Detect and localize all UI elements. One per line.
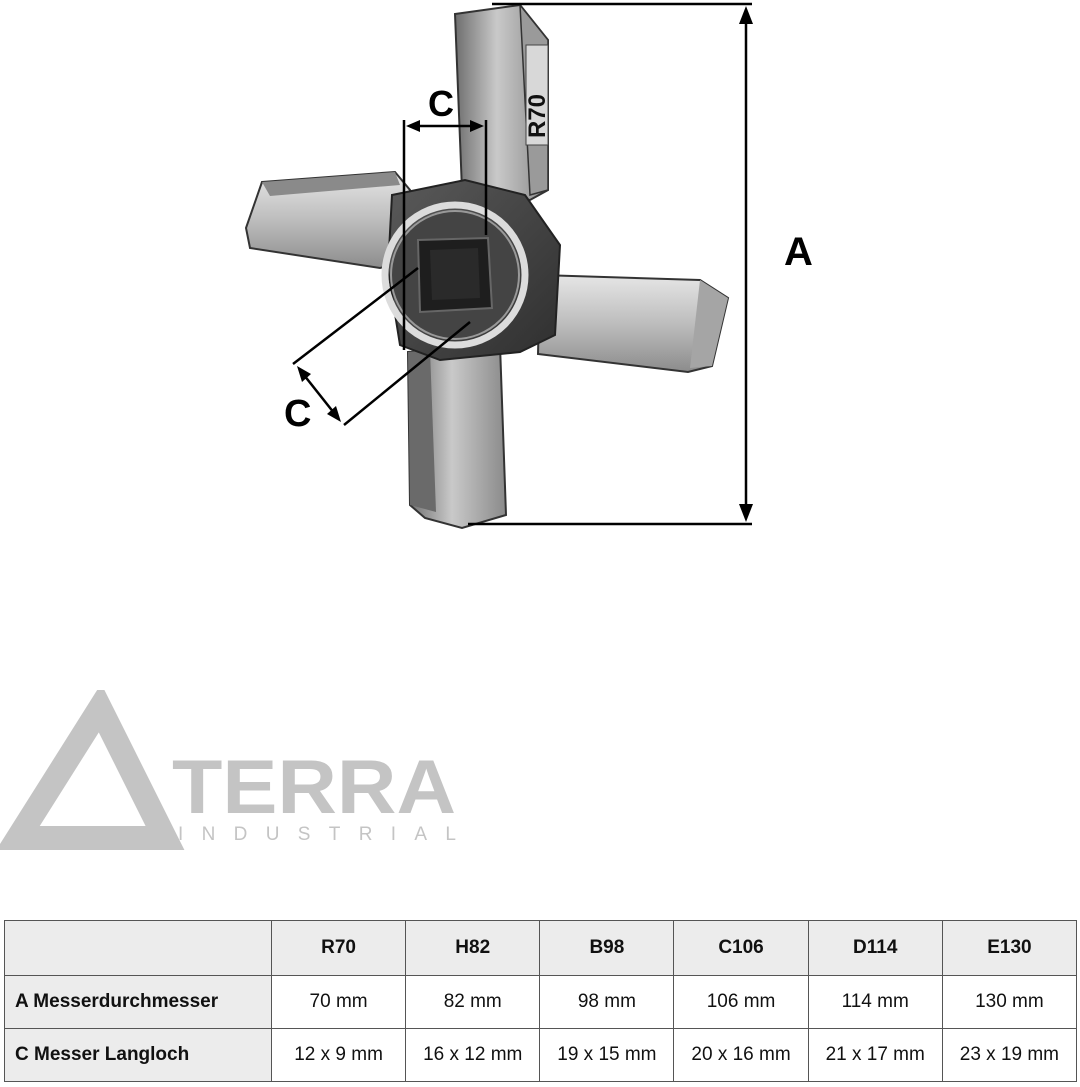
column-header: C106 (674, 921, 808, 976)
table-cell: 130 mm (942, 976, 1076, 1029)
dimension-label-c-top: C (428, 83, 454, 124)
table-row (5, 1029, 1077, 1082)
logo-brand: TERRA (172, 745, 456, 830)
table-cell: 98 mm (540, 976, 674, 1029)
table-cell: 21 x 17 mm (808, 1029, 942, 1082)
table-cell: 23 x 19 mm (942, 1029, 1076, 1082)
row-label: A Messerdurchmesser (5, 976, 272, 1029)
column-header: R70 (272, 921, 406, 976)
table-cell: 19 x 15 mm (540, 1029, 674, 1082)
terra-industrial-logo (0, 690, 520, 860)
table-row (5, 976, 1077, 1029)
spec-table (4, 920, 1077, 1082)
table-cell: 114 mm (808, 976, 942, 1029)
table-cell: 82 mm (406, 976, 540, 1029)
table-cell: 12 x 9 mm (272, 1029, 406, 1082)
knife-hub (385, 180, 560, 360)
knife-image (246, 5, 728, 528)
table-cell: 16 x 12 mm (406, 1029, 540, 1082)
column-header: H82 (406, 921, 540, 976)
logo-sub: INDUSTRIAL (178, 824, 456, 845)
dimension-label-a: A (784, 230, 813, 274)
column-header: D114 (808, 921, 942, 976)
dimension-label-c-side: C (284, 393, 312, 435)
right-blade (538, 275, 728, 372)
bottom-blade (408, 345, 506, 528)
column-header: E130 (942, 921, 1076, 976)
top-blade (455, 5, 551, 200)
table-corner-cell (5, 921, 272, 976)
table-cell: 70 mm (272, 976, 406, 1029)
table-cell: 106 mm (674, 976, 808, 1029)
row-label: C Messer Langloch (5, 1029, 272, 1082)
table-cell: 20 x 16 mm (674, 1029, 808, 1082)
column-header: B98 (540, 921, 674, 976)
logo-triangle-icon (18, 708, 165, 838)
blade-stamp: R70 (524, 93, 551, 138)
table-header-row (5, 921, 1077, 976)
